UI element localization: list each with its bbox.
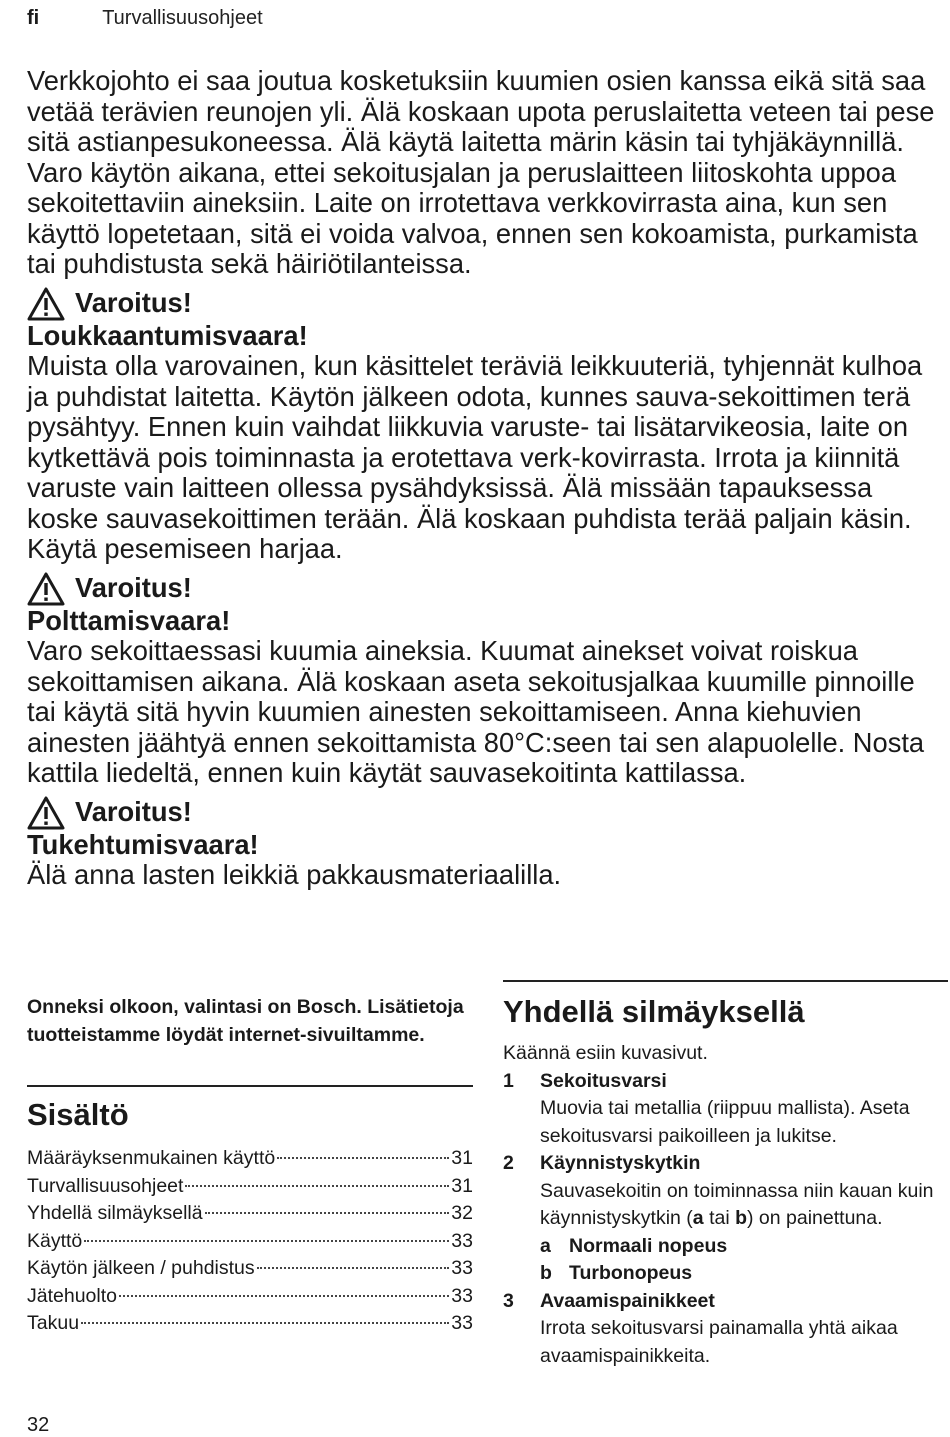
page-number: 32 [27, 1414, 50, 1436]
toc-page: 33 [451, 1257, 473, 1279]
toc-page: 31 [451, 1147, 473, 1169]
overview-title: Yhdellä silmäyksellä [503, 994, 805, 1029]
warning-title: Varoitus! [75, 572, 192, 604]
toc-page: 33 [451, 1284, 473, 1307]
overview-item [503, 1150, 948, 1288]
divider [27, 1085, 473, 1087]
warning-subtitle: Polttamisvaara! [27, 604, 231, 636]
toc-leader [119, 1295, 449, 1297]
sub-item [540, 1260, 948, 1288]
language-code: fi [27, 7, 40, 29]
item-number: 1 [503, 1069, 514, 1092]
toc-entry[interactable] [27, 1200, 473, 1228]
toc-title: Sisältö [27, 1097, 129, 1132]
item-number: 3 [503, 1289, 514, 1312]
toc-entry[interactable] [27, 1310, 473, 1338]
warning-title: Varoitus! [75, 796, 192, 828]
sub-item-label: Turbonopeus [569, 1262, 693, 1284]
warning-triangle-icon [27, 287, 65, 321]
toc-label: Takuu [27, 1312, 80, 1334]
item-text: Irrota sekoitusvarsi painamalla yhtä aikaa avaamispainikkeita. [540, 1317, 898, 1367]
toc-label: Yhdellä silmäyksellä [27, 1202, 203, 1224]
overview-intro: Käännä esiin kuvasivut. [503, 1042, 708, 1064]
warning-text: Älä anna lasten leikkiä pakkausmateriaalilla. [27, 859, 562, 890]
sub-item [540, 1233, 948, 1261]
item-number: 2 [503, 1152, 514, 1174]
sub-item-label: Normaali nopeus [569, 1234, 728, 1257]
page-header [27, 5, 263, 31]
divider [503, 980, 948, 982]
item-text: Sauvasekoitin on toiminnassa niin kauan kuin käynnistyskytkin (a tai b) on painettuna. [540, 1179, 934, 1229]
toc-leader [277, 1157, 449, 1159]
warning-burn [27, 572, 947, 789]
safety-paragraph: Verkkojohto ei saa joutua kosketuksiin kuumien osien kanssa eikä sitä saa vetää terävien reunojen yli. Älä koskaan upota peruslaitetta veteen tai pese sitä astianpesukoneessa. Älä käytä laitetta märin käsin tai tyhjäkäynnillä. Varo käytön aikana, ettei sekoitusjalan ja peruslaitteen liitoskohta uppoa sekoitettaviin aineksiin. Laite on irrotettava verkkovirrasta aina, kun sen käyttö lopetetaan, sitä ei voida valvoa, ennen sen kokoamista, purkamista tai puhdistusta sekä häiriötilanteissa. [27, 65, 935, 279]
toc-leader [84, 1240, 449, 1242]
right-column [503, 980, 948, 1370]
section-title: Turvallisuusohjeet [102, 7, 263, 29]
toc-label: Turvallisuusohjeet [27, 1174, 184, 1197]
toc-leader [257, 1267, 450, 1269]
toc-entry[interactable] [27, 1283, 473, 1311]
warning-injury [27, 287, 947, 565]
warning-triangle-icon [27, 796, 65, 830]
toc-entry[interactable] [27, 1228, 473, 1256]
toc-label: Käytön jälkeen / puhdistus [27, 1257, 255, 1279]
toc-leader [205, 1212, 450, 1214]
warning-title: Varoitus! [75, 287, 192, 319]
item-title: Avaamispainikkeet [540, 1289, 715, 1312]
item-text: Muovia tai metallia (riippuu mallista). Aseta sekoitusvarsi paikoilleen ja lukitse. [540, 1097, 910, 1147]
overview-item [503, 1288, 948, 1371]
toc-label: Käyttö [27, 1229, 83, 1252]
item-title: Käynnistyskytkin [540, 1152, 701, 1174]
toc-page: 33 [451, 1312, 473, 1334]
toc-entry[interactable] [27, 1173, 473, 1201]
toc-label: Määräyksenmukainen käyttö [27, 1147, 276, 1169]
toc-label: Jätehuolto [27, 1284, 117, 1307]
overview-item [503, 1068, 948, 1151]
toc-entry[interactable] [27, 1255, 473, 1283]
toc-page: 33 [451, 1229, 473, 1252]
warning-suffocation [27, 796, 947, 891]
warning-subtitle: Tukehtumisvaara! [27, 828, 259, 860]
toc-page: 31 [451, 1174, 473, 1197]
sub-item-letter: b [540, 1262, 552, 1284]
sub-item-letter: a [540, 1234, 551, 1257]
left-column [27, 994, 473, 1338]
warning-text: Varo sekoittaessasi kuumia aineksia. Kuumat ainekset voivat roiskua sekoittamisen aikana. Älä koskaan aseta sekoitusjalkaa kuumille pinnoille tai käytä sitä hyvin kuumien ainesten sekoittamiseen. Anna kiehuvien ainesten jäähtyä ennen sekoittamista 80°C:seen tai sen alapuolelle. Nosta kattila liedeltä, ennen kuin käytät sauvasekoitinta kattilassa. [27, 635, 925, 788]
toc-entry[interactable] [27, 1145, 473, 1173]
toc-page: 32 [451, 1202, 473, 1224]
warning-text: Muista olla varovainen, kun käsittelet teräviä leikkuuteriä, tyhjennät kulhoa ja puhdistat laitetta. Käytön jälkeen odota, kunnes sauva-sekoittimen terä pysähtyy. Ennen kuin vaihdat liikkuvia varuste- tai lisätarvikeosia, laite on kytkettävä pois toiminnasta ja erotettava verk-kovirrasta. Irrota ja kiinnitä varuste vain laitteen ollessa pysähdyksissä. Älä missään tapauksessa koske sauvasekoittimen terään. Älä koskaan puhdista terää paljain käsin. Käytä pesemiseen harjaa. [27, 350, 923, 564]
warning-subtitle: Loukkaantumisvaara! [27, 319, 308, 351]
warning-triangle-icon [27, 572, 65, 606]
bosch-intro: Onneksi olkoon, valintasi on Bosch. Lisätietoja tuotteistamme löydät internet-sivuiltamme. [27, 996, 464, 1046]
safety-instructions [27, 66, 947, 891]
toc-leader [81, 1322, 449, 1324]
toc-leader [185, 1185, 449, 1187]
item-title: Sekoitusvarsi [540, 1069, 667, 1092]
